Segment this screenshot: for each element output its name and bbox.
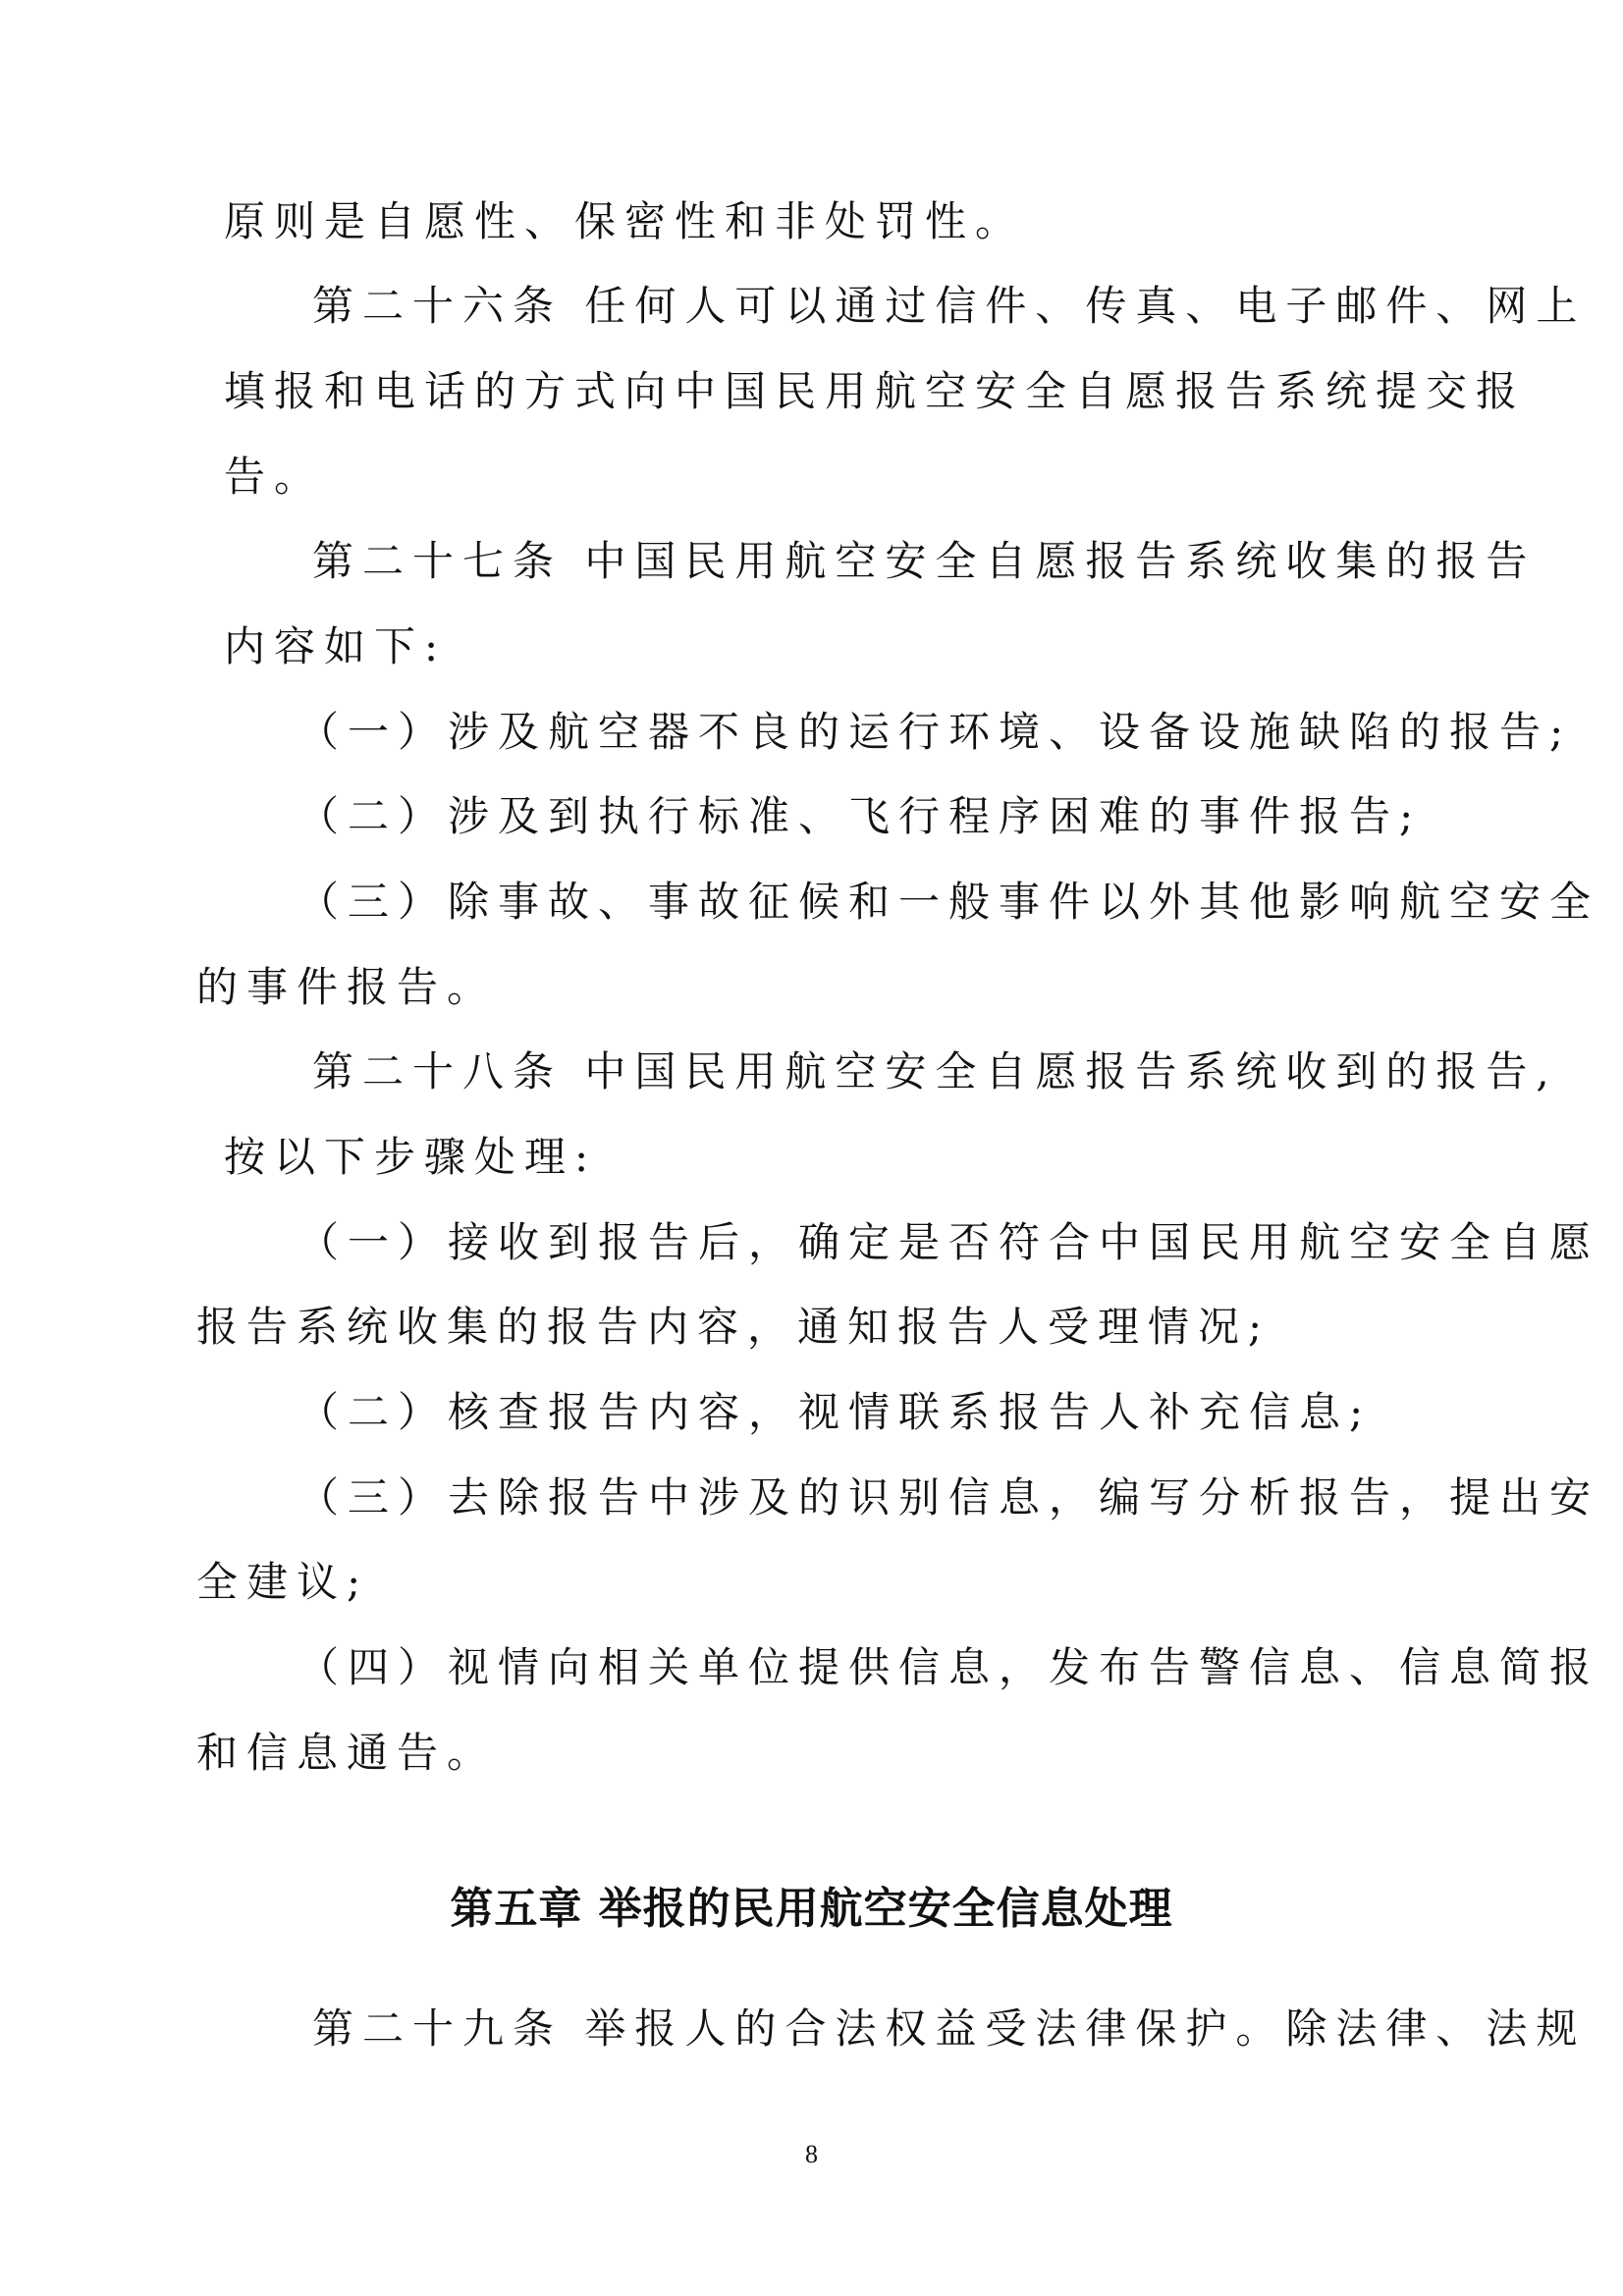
- paragraph-line: 填报和电话的方式向中国民用航空安全自愿报告系统提交报: [224, 367, 1527, 415]
- paragraph-line: （一）涉及航空器不良的运行环境、设备设施缺陷的报告;: [298, 708, 1573, 756]
- paragraph-line: （二）涉及到执行标准、飞行程序困难的事件报告;: [298, 792, 1423, 840]
- paragraph-line: 全建议;: [196, 1558, 370, 1606]
- chapter-heading: 第五章 举报的民用航空安全信息处理: [450, 1884, 1173, 1934]
- paragraph-line: 和信息通告。: [196, 1729, 498, 1777]
- paragraph-line: 告。: [224, 453, 325, 501]
- paragraph-line: 第二十七条 中国民用航空安全自愿报告系统收集的报告: [312, 537, 1537, 585]
- paragraph-line: 的事件报告。: [196, 963, 498, 1011]
- paragraph-line: 第二十九条 举报人的合法权益受法律保护。除法律、法规: [312, 2004, 1587, 2053]
- paragraph-line: （三）除事故、事故征候和一般事件以外其他影响航空安全: [298, 878, 1600, 926]
- paragraph-line: 内容如下:: [224, 622, 448, 670]
- paragraph-line: 第二十八条 中国民用航空安全自愿报告系统收到的报告,: [312, 1047, 1558, 1095]
- page-number: 8: [805, 2140, 818, 2168]
- paragraph-line: （一）接收到报告后，确定是否符合中国民用航空安全自愿: [298, 1218, 1600, 1266]
- paragraph-line: 第二十六条 任何人可以通过信件、传真、电子邮件、网上: [312, 282, 1587, 330]
- paragraph-line: 报告系统收集的报告内容，通知报告人受理情况;: [196, 1303, 1271, 1351]
- paragraph-line: 原则是自愿性、保密性和非处罚性。: [224, 197, 1026, 245]
- paragraph-line: （二）核查报告内容，视情联系报告人补充信息;: [298, 1388, 1373, 1436]
- paragraph-line: （四）视情向相关单位提供信息，发布告警信息、信息简报: [298, 1643, 1600, 1691]
- paragraph-line: （三）去除报告中涉及的识别信息，编写分析报告，提出安: [298, 1473, 1600, 1522]
- paragraph-line: 按以下步骤处理:: [224, 1133, 598, 1181]
